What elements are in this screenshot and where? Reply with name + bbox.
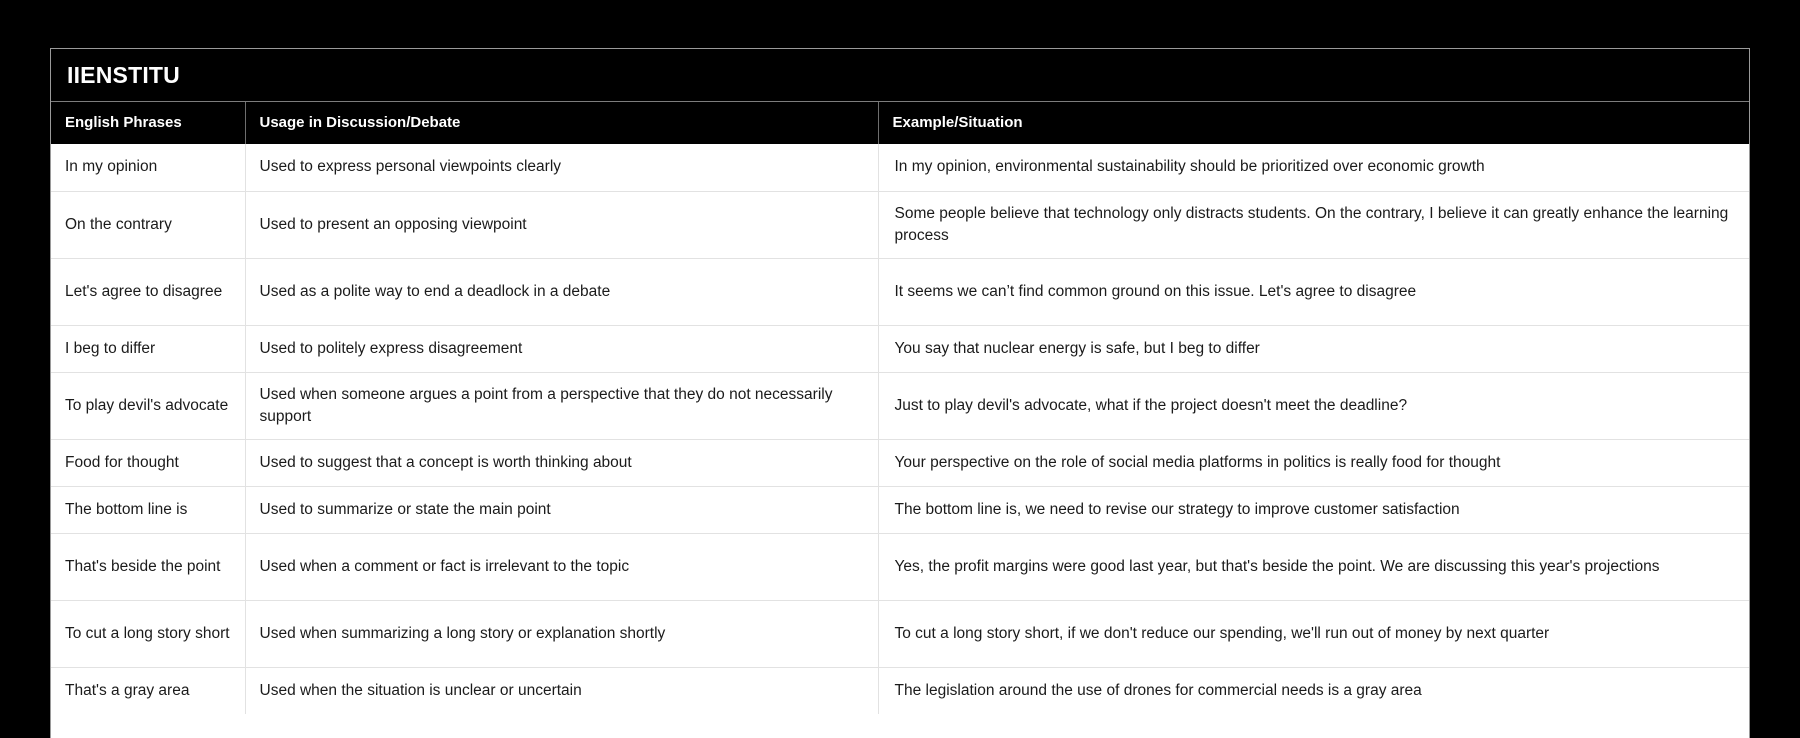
- cell-example: The bottom line is, we need to revise our strategy to improve customer satisfaction: [878, 486, 1749, 533]
- cell-example: You say that nuclear energy is safe, but I beg to differ: [878, 325, 1749, 372]
- table-row: [51, 600, 1749, 667]
- cell-phrase: In my opinion: [51, 144, 245, 191]
- column-header-usage[interactable]: Usage in Discussion/Debate: [245, 102, 878, 144]
- cell-usage: Used to present an opposing viewpoint: [245, 191, 878, 258]
- cell-phrase: That's beside the point: [51, 533, 245, 600]
- cell-phrase: To cut a long story short: [51, 600, 245, 667]
- cell-phrase: Food for thought: [51, 439, 245, 486]
- table-row: [51, 191, 1749, 258]
- cell-phrase: Let's agree to disagree: [51, 258, 245, 325]
- table-row: [51, 325, 1749, 372]
- cell-usage: Used to express personal viewpoints clearly: [245, 144, 878, 191]
- cell-usage: Used when someone argues a point from a perspective that they do not necessarily support: [245, 372, 878, 439]
- table-row: [51, 533, 1749, 600]
- brand-bar: [51, 49, 1749, 102]
- cell-example: To cut a long story short, if we don't reduce our spending, we'll run out of money by next quarter: [878, 600, 1749, 667]
- table-body: [51, 144, 1749, 714]
- cell-usage: Used to summarize or state the main point: [245, 486, 878, 533]
- cell-usage: Used to suggest that a concept is worth thinking about: [245, 439, 878, 486]
- cell-usage: Used to politely express disagreement: [245, 325, 878, 372]
- phrase-table-card: [50, 48, 1750, 738]
- cell-phrase: I beg to differ: [51, 325, 245, 372]
- cell-phrase: The bottom line is: [51, 486, 245, 533]
- column-header-english-phrases[interactable]: English Phrases: [51, 102, 245, 144]
- table-header-row: [51, 102, 1749, 144]
- column-header-example[interactable]: Example/Situation: [878, 102, 1749, 144]
- cell-usage: Used when a comment or fact is irrelevant to the topic: [245, 533, 878, 600]
- table-header: [51, 102, 1749, 144]
- cell-example: In my opinion, environmental sustainability should be prioritized over economic growth: [878, 144, 1749, 191]
- brand-title: IIENSTITU: [67, 61, 180, 88]
- cell-phrase: On the contrary: [51, 191, 245, 258]
- cell-phrase: That's a gray area: [51, 667, 245, 714]
- table-row: [51, 258, 1749, 325]
- cell-example: Your perspective on the role of social media platforms in politics is really food for thought: [878, 439, 1749, 486]
- phrase-table: [51, 102, 1749, 714]
- cell-phrase: To play devil's advocate: [51, 372, 245, 439]
- cell-example: It seems we can’t find common ground on this issue. Let's agree to disagree: [878, 258, 1749, 325]
- cell-example: Some people believe that technology only distracts students. On the contrary, I believe it can greatly enhance the learning process: [878, 191, 1749, 258]
- table-row: [51, 486, 1749, 533]
- table-row: [51, 667, 1749, 714]
- cell-example: The legislation around the use of drones for commercial needs is a gray area: [878, 667, 1749, 714]
- cell-usage: Used as a polite way to end a deadlock in a debate: [245, 258, 878, 325]
- cell-example: Yes, the profit margins were good last year, but that's beside the point. We are discussing this year's projections: [878, 533, 1749, 600]
- cell-example: Just to play devil's advocate, what if the project doesn't meet the deadline?: [878, 372, 1749, 439]
- table-row: [51, 144, 1749, 191]
- table-row: [51, 372, 1749, 439]
- cell-usage: Used when summarizing a long story or explanation shortly: [245, 600, 878, 667]
- cell-usage: Used when the situation is unclear or uncertain: [245, 667, 878, 714]
- table-row: [51, 439, 1749, 486]
